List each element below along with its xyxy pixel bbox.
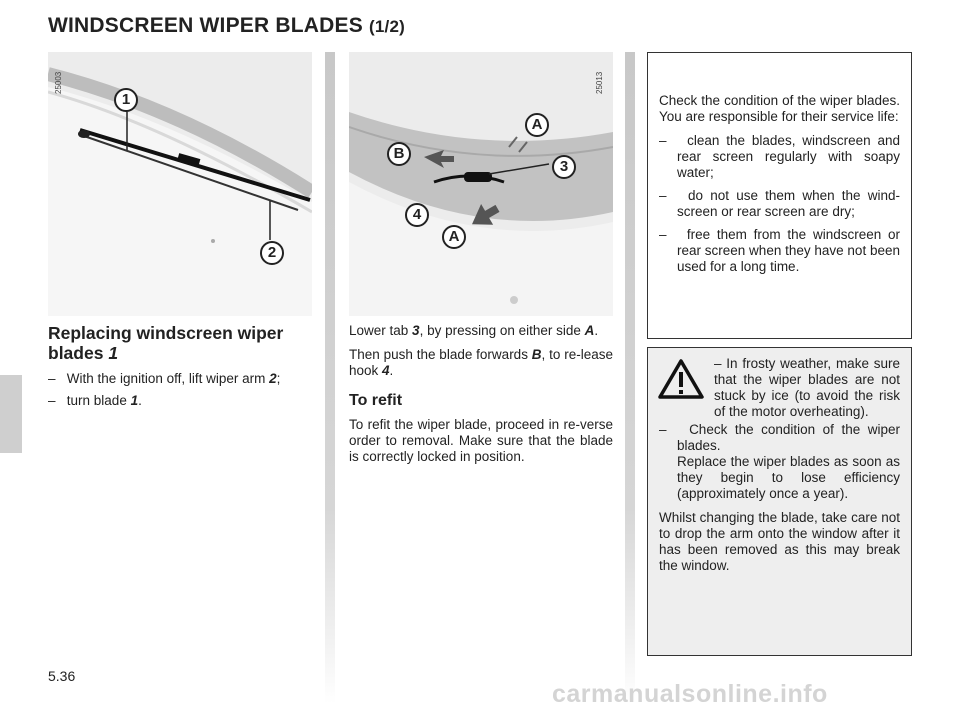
paragraph-push-blade: Then push the blade forwards B, to re-lease hook 4. — [349, 347, 613, 378]
callout-4: 4 — [405, 203, 429, 227]
figure-code: 25013 — [595, 71, 604, 94]
blade-release-illustration — [349, 52, 613, 316]
paragraph-lower-tab: Lower tab 3, by pressing on either side A. — [349, 323, 599, 338]
callout-A-top: A — [525, 113, 549, 137]
footer-watermark: carmanualsonline.info — [552, 680, 828, 708]
section-removal-steps — [349, 323, 613, 473]
wiper-arm-illustration — [48, 52, 312, 316]
warning-closing: Whilst changing the blade, take care not to drop the arm onto the window after it has been removed as this may break the window. — [659, 510, 900, 573]
callout-2: 2 — [260, 241, 284, 265]
figure-blade-release — [349, 52, 613, 316]
list-item: – clean the blades, windscreen and rear screen regularly with soapy water; — [659, 133, 900, 180]
heading-ref: 1 — [108, 343, 119, 363]
title-part: (1/2) — [369, 17, 405, 36]
list-item: – do not use them when the wind-screen or rear screen are dry; — [659, 188, 900, 219]
callout-3: 3 — [552, 155, 576, 179]
warning-icon — [658, 358, 704, 400]
list-item: – With the ignition off, lift wiper arm 2; — [48, 371, 281, 386]
figure-wiper-arm — [48, 52, 312, 316]
callout-1: 1 — [114, 88, 138, 112]
refit-paragraph: To refit the wiper blade, proceed in re-verse order to removal. Make sure that the blade is correctly locked in position. — [349, 417, 613, 464]
list-item: – turn blade 1. — [48, 393, 142, 408]
info-box — [647, 52, 912, 339]
warning-item-2: – Check the condition of the wiper blades. Replace the wiper blades as soon as they begin to lose efficiency (approximately once a year). — [659, 422, 900, 501]
column-divider-left — [325, 52, 335, 704]
column-divider-right — [625, 52, 635, 704]
list-item: – free them from the windscreen or rear screen when they have not been used for a long time. — [659, 227, 900, 274]
refit-heading: To refit — [349, 392, 403, 409]
callout-A-bottom: A — [442, 225, 466, 249]
warning-box — [647, 347, 912, 656]
info-intro: Check the condition of the wiper blades. You are responsible for their service life: — [659, 93, 900, 124]
page-number: 5.36 — [48, 668, 76, 684]
page-title: WINDSCREEN WIPER BLADES (1/2) — [48, 14, 405, 37]
figure-code: 25003 — [54, 71, 63, 94]
section-heading: Replacing windscreen wiper blades 1 — [48, 323, 284, 363]
section-replacing — [48, 323, 312, 415]
callout-B: B — [387, 142, 411, 166]
chapter-tab — [0, 375, 22, 453]
warning-item-1: – In frosty weather, make sure that the wiper blades are not stuck by ice (to avoid the risk of the motor overheating). — [714, 356, 900, 419]
